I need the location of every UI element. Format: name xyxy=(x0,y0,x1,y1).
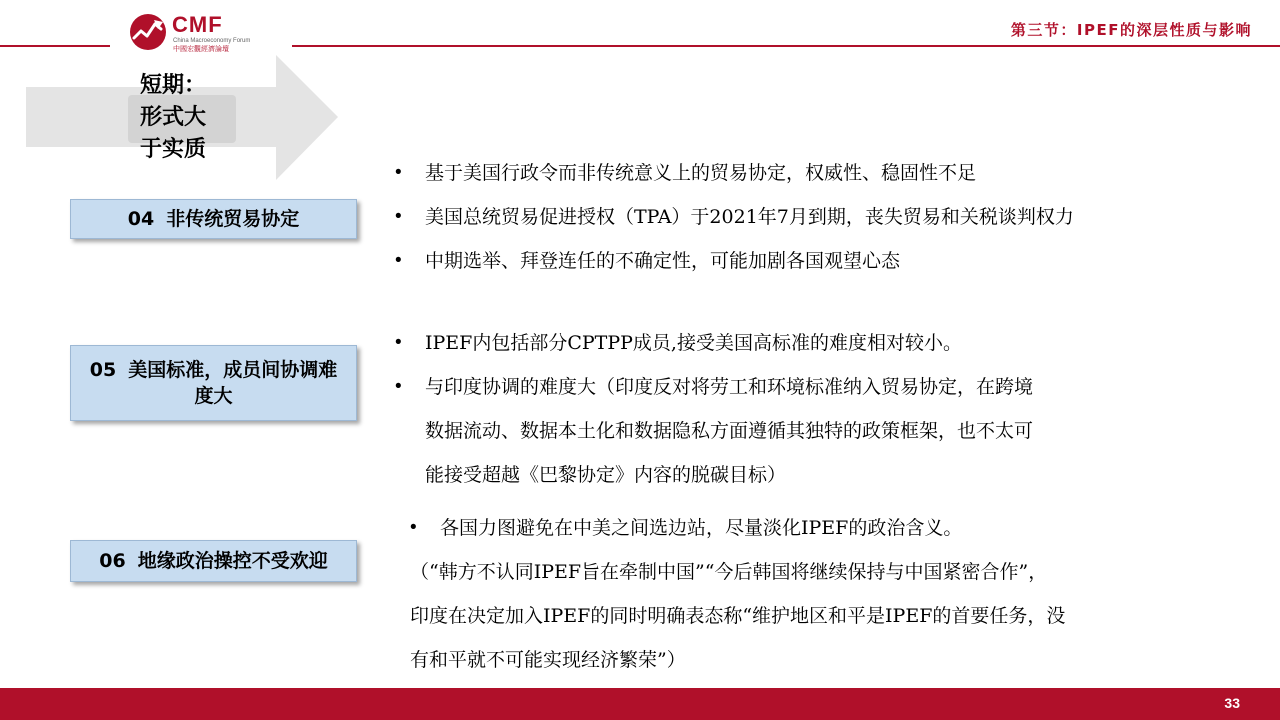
header xyxy=(0,0,1280,56)
bullet-item: • 美国总统贸易促进授权（TPA）于2021年7月到期，丧失贸易和关税谈判权力 xyxy=(395,195,1074,239)
bullet-item: • 与印度协调的难度大（印度反对将劳工和环境标准纳入贸易协定，在跨境 xyxy=(395,365,1033,409)
bullet-continuation: 数据流动、数据本土化和数据隐私方面遵循其独特的政策框架，也不太可 xyxy=(425,420,1034,442)
bullet-group-04 xyxy=(395,151,1074,283)
bullet-continuation: 能接受超越《巴黎协定》内容的脱碳目标） xyxy=(425,464,787,486)
bullet-item: • IPEF内包括部分CPTPP成员,接受美国高标准的难度相对较小。 xyxy=(395,321,1033,365)
cmf-logo xyxy=(128,12,288,54)
category-05-box xyxy=(70,345,357,421)
logo-text: CMF xyxy=(172,12,223,37)
logo-subtitle: China Macroeconomy Forum xyxy=(173,38,251,44)
quote-line: 有和平就不可能实现经济繁荣”） xyxy=(410,649,686,671)
bullet-group-06 xyxy=(410,506,1065,682)
quote-line: 印度在决定加入IPEF的同时明确表态称“维护地区和平是IPEF的首要任务，没 xyxy=(410,605,1066,627)
logo-chart-icon xyxy=(128,12,168,52)
bullet-item: • 各国力图避免在中美之间选边站，尽量淡化IPEF的政治含义。 xyxy=(410,506,1065,550)
bullet-item: • 基于美国行政令而非传统意义上的贸易协定，权威性、稳固性不足 xyxy=(395,151,1074,195)
category-number: 05 xyxy=(89,359,117,381)
arrow-label: 短期： 形式大 于实质 xyxy=(140,73,207,162)
bullet-group-05 xyxy=(395,321,1033,497)
header-divider-right xyxy=(292,45,1280,47)
category-label: 地缘政治操控不受欢迎 xyxy=(137,550,328,572)
category-06-box xyxy=(70,540,357,582)
category-label: 美国标准，成员间协调难度大 xyxy=(128,359,338,407)
category-04-box xyxy=(70,199,357,239)
page-number: 33 xyxy=(1224,695,1240,711)
quote-line: （“韩方不认同IPEF旨在牵制中国”“今后韩国将继续保持与中国紧密合作”， xyxy=(410,561,1048,583)
header-divider-left xyxy=(0,45,110,47)
bullet-item: • 中期选举、拜登连任的不确定性，可能加剧各国观望心态 xyxy=(395,239,1074,283)
footer-bar xyxy=(0,688,1280,720)
category-number: 04 xyxy=(127,208,155,230)
category-label: 非传统贸易协定 xyxy=(166,208,300,230)
section-title: 第三节：IPEF的深层性质与影响 xyxy=(1010,21,1252,39)
category-number: 06 xyxy=(99,550,126,572)
logo-chinese-name: 中國宏觀經濟論壇 xyxy=(173,45,229,53)
